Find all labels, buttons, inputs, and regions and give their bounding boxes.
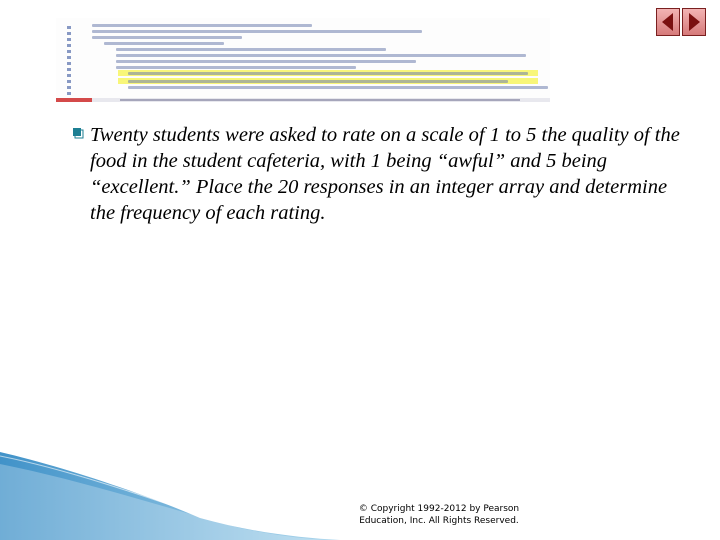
copyright-text: © Copyright 1992-2012 by Pearson Education, Inc. All Rights Reserved. (358, 504, 520, 526)
decorative-swoosh (0, 440, 340, 540)
square-bullet-icon (72, 127, 84, 139)
figure-caption (56, 98, 550, 102)
triangle-left-icon (657, 9, 679, 35)
previous-slide-button[interactable] (656, 8, 680, 36)
line-numbers (64, 26, 74, 96)
bullet-item-text: Twenty students were asked to rate on a scale of 1 to 5 the quality of the food in the student cafeteria, with 1 being “awful” and 5 being “excellent.” Place the 20 responses in an integer array and determine the frequency of each rating. (90, 124, 680, 224)
code-figure-image (56, 18, 550, 102)
bullet-list (72, 122, 688, 226)
next-slide-button[interactable] (682, 8, 706, 36)
triangle-right-icon (683, 9, 705, 35)
